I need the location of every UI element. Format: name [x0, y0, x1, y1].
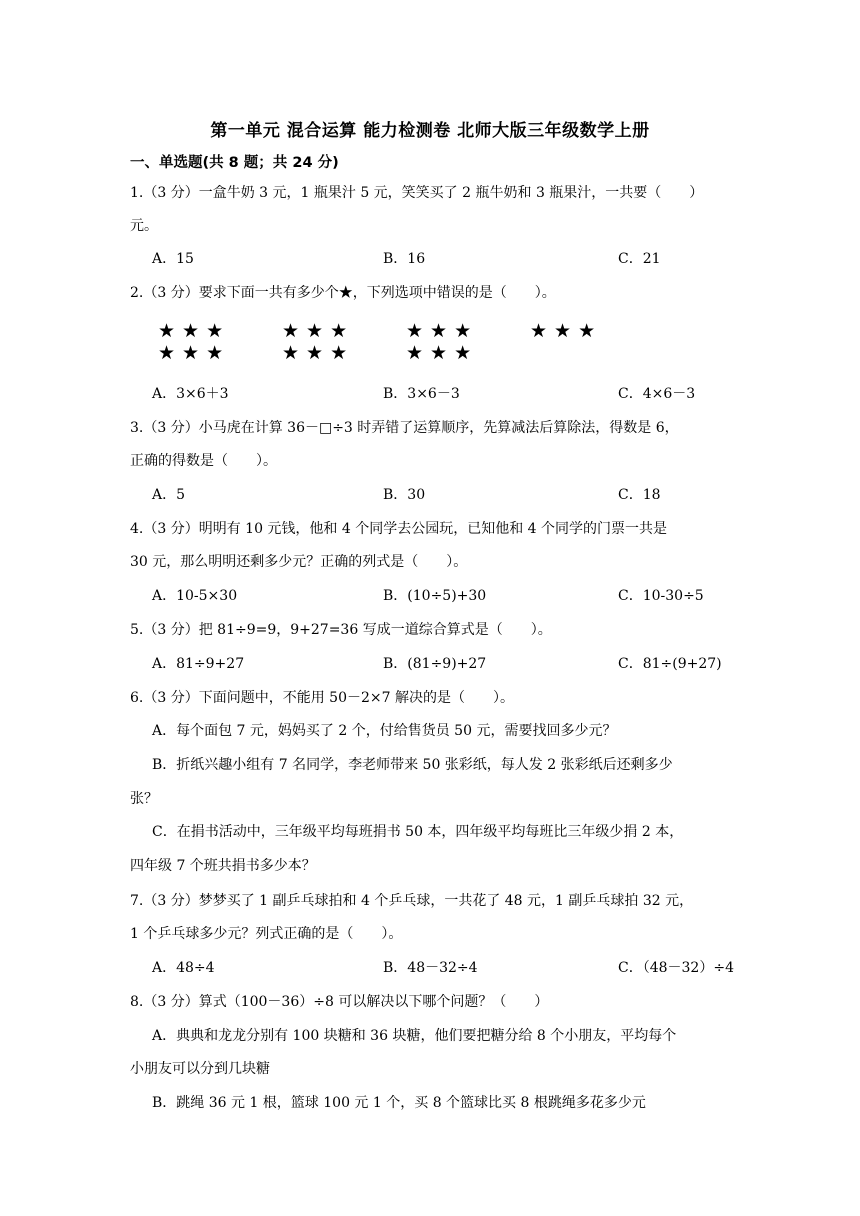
question-6-option-b-cont: 张？: [130, 791, 158, 807]
question-7-text: 7.（3 分）梦梦买了 1 副乒乓球拍和 4 个乒乓球，一共花了 48 元，1 副乒乓球拍 32 元，: [130, 893, 694, 909]
question-3-option-a: A．5: [152, 487, 186, 503]
question-5-option-b: B．(81÷9)+27: [383, 656, 487, 672]
question-8-text: 8.（3 分）算式（100－36）÷8 可以解决以下哪个问题？（ ）: [130, 994, 549, 1010]
question-3-option-c: C．18: [618, 487, 661, 503]
question-2-option-c: C．4×6－3: [618, 386, 696, 402]
section-heading: 一、单选题(共 8 题；共 24 分): [130, 155, 339, 171]
question-5-option-c: C．81÷(9+27): [618, 656, 722, 672]
star-group-3: [406, 320, 478, 364]
question-1-text: 1.（3 分）一盒牛奶 3 元，1 瓶果汁 5 元，笑笑买了 2 瓶牛奶和 3 瓶果汁，一共要（ ）: [130, 185, 704, 201]
question-5-option-a: A．81÷9+27: [152, 656, 245, 672]
question-1-option-b: B．16: [383, 251, 426, 267]
star-row: ★★★: [530, 320, 603, 342]
star-row: ★★★: [406, 320, 479, 342]
question-6-option-b: B．折纸兴趣小组有 7 名同学，李老师带来 50 张彩纸，每人发 2 张彩纸后还剩多少: [152, 757, 673, 773]
question-4-text-cont: 30 元，那么明明还剩多少元？正确的列式是（ ）。: [130, 554, 468, 570]
question-5-text: 5.（3 分）把 81÷9=9，9+27=36 写成一道综合算式是（ ）。: [130, 622, 552, 638]
star-row: ★★★: [158, 320, 231, 342]
question-1-text-cont: 元。: [130, 218, 158, 234]
question-3-option-b: B．30: [383, 487, 426, 503]
question-2-text: 2.（3 分）要求下面一共有多少个★，下列选项中错误的是（ ）。: [130, 285, 556, 301]
question-1-option-c: C．21: [618, 251, 661, 267]
question-8-option-a-cont: 小朋友可以分到几块糖: [130, 1061, 270, 1077]
page-title: 第一单元 混合运算 能力检测卷 北师大版三年级数学上册: [210, 121, 650, 141]
question-3-text-cont: 正确的得数是（ ）。: [130, 453, 277, 469]
question-4-text: 4.（3 分）明明有 10 元钱，他和 4 个同学去公园玩，已知他和 4 个同学的门票一共是: [130, 521, 668, 537]
question-4-option-a: A．10-5×30: [152, 588, 238, 604]
question-2-option-a: A．3×6＋3: [152, 386, 229, 402]
question-4-option-b: B．(10÷5)+30: [383, 588, 487, 604]
question-6-text: 6.（3 分）下面问题中，不能用 50－2×7 解决的是（ ）。: [130, 690, 514, 706]
question-6-option-a: A．每个面包 7 元，妈妈买了 2 个，付给售货员 50 元，需要找回多少元？: [152, 723, 617, 739]
question-8-option-b: B．跳绳 36 元 1 根，篮球 100 元 1 个，买 8 个篮球比买 8 根跳绳多花多少元: [152, 1095, 646, 1111]
question-7-option-c: C．（48－32）÷4: [618, 960, 734, 976]
question-7-option-a: A．48÷4: [152, 960, 215, 976]
star-row: ★★★: [158, 342, 231, 364]
question-6-option-c-cont: 四年级 7 个班共捐书多少本？: [130, 858, 316, 874]
question-7-text-cont: 1 个乒乓球多少元？列式正确的是（ ）。: [130, 926, 403, 942]
question-7-option-b: B．48－32÷4: [383, 960, 478, 976]
question-2-option-b: B．3×6－3: [383, 386, 460, 402]
question-4-option-c: C．10-30÷5: [618, 588, 704, 604]
question-6-option-c: C．在捐书活动中，三年级平均每班捐书 50 本，四年级平均每班比三年级少捐 2 本，: [152, 824, 684, 840]
star-row: ★★★: [406, 342, 479, 364]
star-group-4: [530, 320, 602, 342]
star-row: ★★★: [282, 320, 355, 342]
star-group-1: [158, 320, 230, 364]
star-group-2: [282, 320, 354, 364]
question-1-option-a: A．15: [152, 251, 194, 267]
question-3-text: 3.（3 分）小马虎在计算 36－□÷3 时弄错了运算顺序，先算减法后算除法，得数是 6，: [130, 420, 679, 436]
star-row: ★★★: [282, 342, 355, 364]
question-8-option-a: A．典典和龙龙分别有 100 块糖和 36 块糖，他们要把糖分给 8 个小朋友，平均每个: [152, 1028, 677, 1044]
